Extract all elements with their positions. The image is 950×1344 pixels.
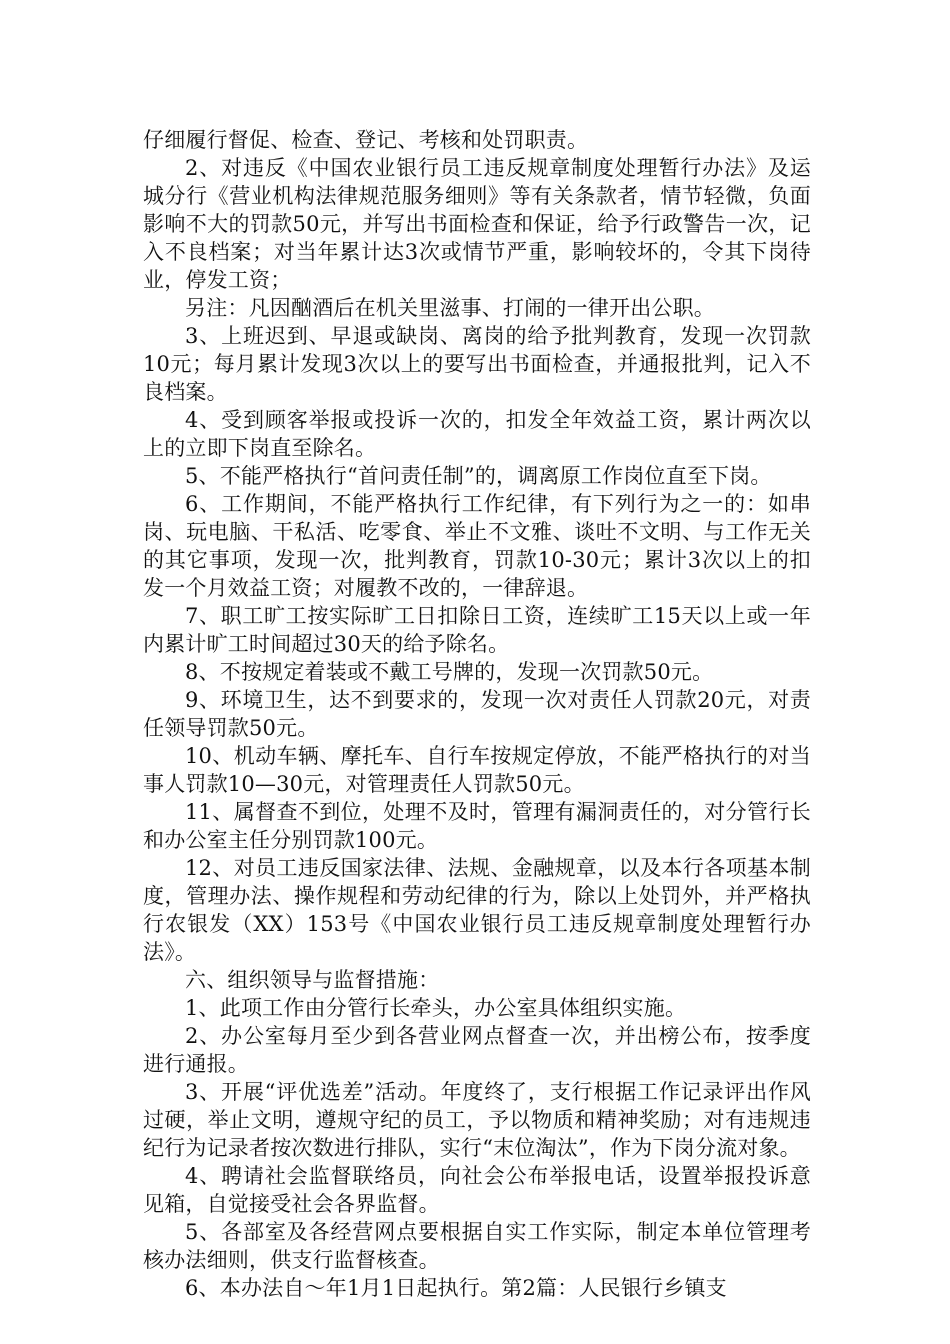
- document-paragraph: 4、聘请社会监督联络员，向社会公布举报电话，设置举报投诉意见箱，自觉接受社会各界监督。: [143, 1164, 811, 1216]
- document-paragraph: 仔细履行督促、检查、登记、考核和处罚职责。: [143, 128, 589, 152]
- document-paragraph: 5、各部室及各经营网点要根据自实工作实际，制定本单位管理考核办法细则，供支行监督核查。: [143, 1220, 811, 1272]
- document-paragraph: 六、组织领导与监督措施：: [185, 968, 440, 992]
- document-paragraph: 3、开展“评优选差”活动。年度终了，支行根据工作记录评出作风过硬，举止文明，遵规守纪的员工，予以物质和精神奖励；对有违规违纪行为记录者按次数进行排队，实行“末位淘汰”，作为下岗分流对象。: [143, 1080, 811, 1160]
- document-paragraph: 2、对违反《中国农业银行员工违反规章制度处理暂行办法》及运城分行《营业机构法律规范服务细则》等有关条款者，情节轻微，负面影响不大的罚款50元，并写出书面检查和保证，给予行政警告一次，记入不良档案；对当年累计达3次或情节严重，影响较坏的，令其下岗待业，停发工资；: [143, 156, 811, 292]
- document-paragraph: 8、不按规定着装或不戴工号牌的，发现一次罚款50元。: [185, 660, 714, 684]
- document-paragraph: 6、本办法自～年1月1日起执行。第2篇：人民银行乡镇支: [185, 1276, 727, 1300]
- document-paragraph: 6、工作期间，不能严格执行工作纪律，有下列行为之一的：如串岗、玩电脑、干私活、吃零食、举止不文雅、谈吐不文明、与工作无关的其它事项，发现一次，批判教育，罚款10-30元；累计3次以上的扣发一个月效益工资；对履教不改的，一律辞退。: [143, 492, 811, 600]
- document-paragraph: 11、属督查不到位，处理不及时，管理有漏洞责任的，对分管行长和办公室主任分别罚款100元。: [143, 800, 811, 852]
- document-body: [143, 126, 811, 1302]
- document-paragraph: 5、不能严格执行“首问责任制”的，调离原工作岗位直至下岗。: [185, 464, 772, 488]
- document-paragraph: 7、职工旷工按实际旷工日扣除日工资，连续旷工15天以上或一年内累计旷工时间超过30天的给予除名。: [143, 604, 811, 656]
- document-paragraph: 9、环境卫生，达不到要求的，发现一次对责任人罚款20元，对责任领导罚款50元。: [143, 688, 811, 740]
- document-paragraph: 10、机动车辆、摩托车、自行车按规定停放，不能严格执行的对当事人罚款10—30元，对管理责任人罚款50元。: [143, 744, 811, 796]
- document-paragraph: 2、办公室每月至少到各营业网点督查一次，并出榜公布，按季度进行通报。: [143, 1024, 811, 1076]
- document-paragraph: 12、对员工违反国家法律、法规、金融规章，以及本行各项基本制度，管理办法、操作规程和劳动纪律的行为，除以上处罚外，并严格执行农银发（XX）153号《中国农业银行员工违反规章制度处理暂行办法》。: [143, 856, 811, 964]
- document-paragraph: 3、上班迟到、早退或缺岗、离岗的给予批判教育，发现一次罚款10元；每月累计发现3次以上的要写出书面检查，并通报批判，记入不良档案。: [143, 324, 811, 404]
- document-paragraph: 1、此项工作由分管行长牵头，办公室具体组织实施。: [185, 996, 687, 1020]
- document-paragraph: 另注：凡因酗酒后在机关里滋事、打闹的一律开出公职。: [185, 296, 715, 320]
- document-paragraph: 4、受到顾客举报或投诉一次的，扣发全年效益工资，累计两次以上的立即下岗直至除名。: [143, 408, 811, 460]
